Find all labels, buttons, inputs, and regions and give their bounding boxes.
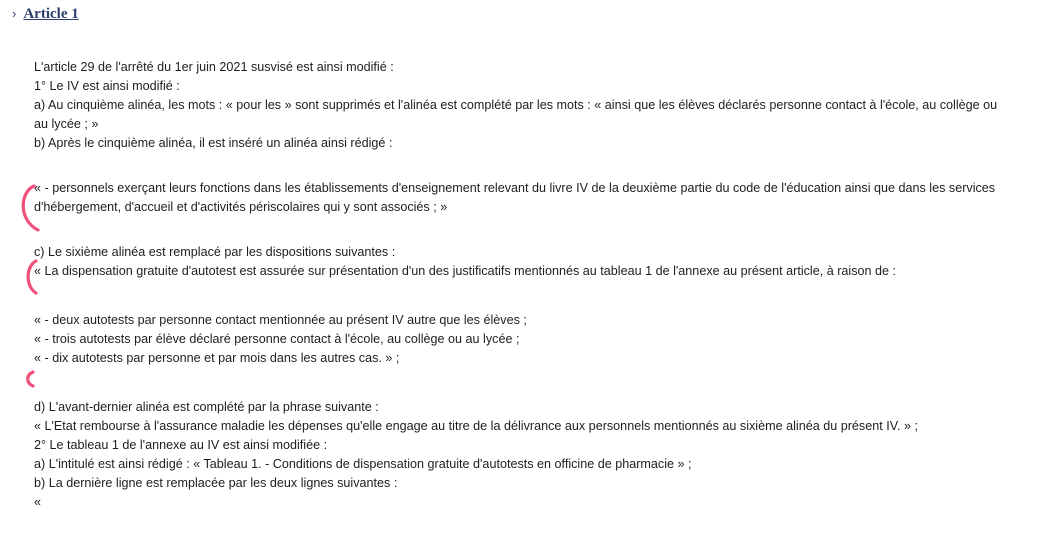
- paragraph: 2° Le tableau 1 de l'annexe au IV est ainsi modifiée :: [34, 438, 328, 452]
- paragraph: b) Après le cinquième alinéa, il est inséré un alinéa ainsi rédigé :: [34, 136, 393, 150]
- article-header[interactable]: [12, 4, 79, 24]
- paragraph: d) L'avant-dernier alinéa est complété par la phrase suivante :: [34, 400, 379, 414]
- paragraph: b) La dernière ligne est remplacée par les deux lignes suivantes :: [34, 476, 398, 490]
- paragraph: a) L'intitulé est ainsi rédigé : « Tableau 1. - Conditions de dispensation gratuite d'autotests en officine de pharmacie » ;: [34, 457, 692, 471]
- paragraph: L'article 29 de l'arrêté du 1er juin 2021 susvisé est ainsi modifié :: [34, 60, 394, 74]
- annotation-bracket-mark: [28, 372, 33, 386]
- paragraph: c) Le sixième alinéa est remplacé par les dispositions suivantes :: [34, 245, 396, 259]
- chevron-right-icon[interactable]: ›: [12, 6, 17, 21]
- list-item: « - dix autotests par personne et par mois dans les autres cas. » ;: [34, 351, 400, 365]
- paragraph: a) Au cinquième alinéa, les mots : « pour les » sont supprimés et l'alinéa est complété par les mots : « ainsi que les élèves déclarés personne contact à l'école, au collège ou au lycée ; »: [34, 98, 998, 131]
- list-item: « - trois autotests par élève déclaré personne contact à l'école, au collège ou au lycée ;: [34, 332, 520, 346]
- list-item: « - deux autotests par personne contact mentionnée au présent IV autre que les élèves ;: [34, 313, 527, 327]
- paragraph: 1° Le IV est ainsi modifié :: [34, 79, 180, 93]
- paragraph: « - personnels exerçant leurs fonctions dans les établissements d'enseignement relevant du livre IV de la deuxième partie du code de l'éducation ainsi que dans les services d'hébergement, d'accueil et d'activités périscolaires qui y sont associés ; »: [34, 181, 996, 214]
- article-title-link[interactable]: Article 1: [23, 6, 79, 22]
- paragraph: «: [34, 495, 42, 509]
- paragraph: « L'Etat rembourse à l'assurance maladie les dépenses qu'elle engage au titre de la délivrance aux personnels mentionnés au sixième alinéa du présent IV. » ;: [34, 419, 918, 433]
- paragraph: « La dispensation gratuite d'autotest est assurée sur présentation d'un des justificatifs mentionnés au tableau 1 de l'annexe au présent article, à raison de :: [34, 264, 897, 278]
- article-content: [34, 58, 1014, 512]
